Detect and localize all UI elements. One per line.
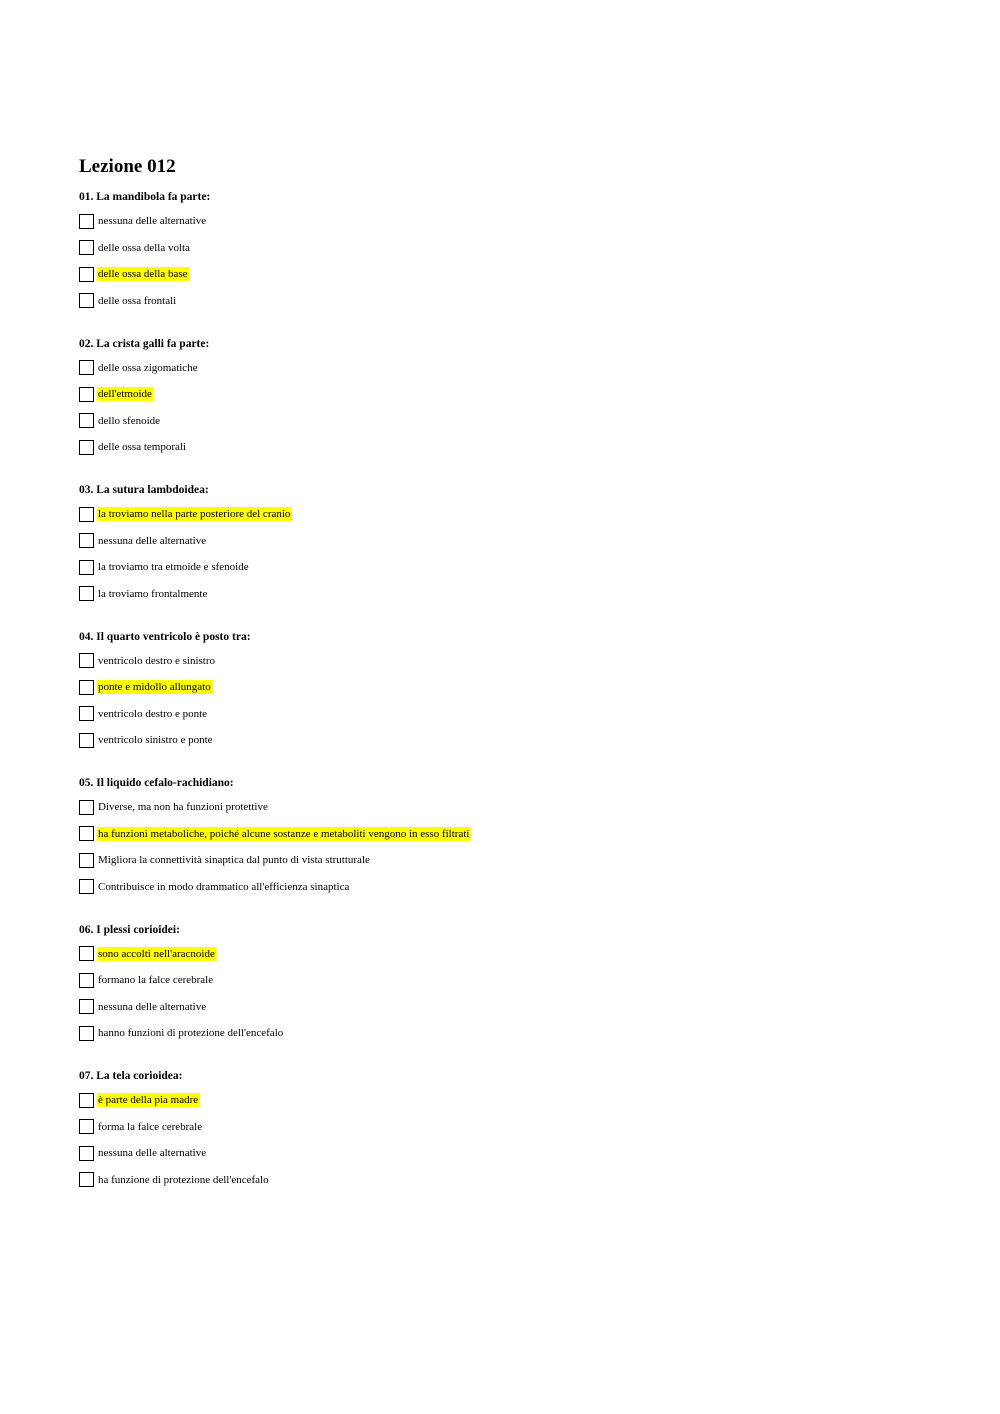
checkbox[interactable] bbox=[79, 413, 94, 428]
option-label: delle ossa temporali bbox=[98, 441, 186, 453]
option-label: delle ossa zigomatiche bbox=[98, 361, 198, 374]
checkbox[interactable] bbox=[79, 826, 94, 841]
checkbox[interactable] bbox=[79, 440, 94, 455]
question-title: 04. Il quarto ventricolo è posto tra: bbox=[79, 630, 251, 643]
answer-option[interactable] bbox=[79, 533, 939, 549]
answer-option[interactable] bbox=[79, 972, 939, 988]
option-label: nessuna delle alternative bbox=[98, 215, 207, 227]
option-label: nessuna delle alternative bbox=[98, 534, 207, 547]
answer-option[interactable] bbox=[79, 413, 939, 429]
answer-option-highlighted[interactable] bbox=[79, 506, 939, 522]
answer-option-highlighted[interactable] bbox=[79, 266, 939, 282]
answer-option[interactable] bbox=[79, 1025, 939, 1041]
question-title: 06. I plessi corioidei: bbox=[79, 923, 180, 936]
question-1 bbox=[79, 189, 939, 309]
answer-option[interactable] bbox=[79, 360, 939, 376]
checkbox[interactable] bbox=[79, 533, 94, 548]
option-label: ventricolo destro e sinistro bbox=[98, 654, 216, 667]
question-3 bbox=[79, 482, 939, 602]
checkbox[interactable] bbox=[79, 360, 94, 375]
answer-option[interactable] bbox=[79, 799, 939, 815]
option-label: la troviamo frontalmente bbox=[98, 587, 208, 600]
answer-option[interactable] bbox=[79, 586, 939, 602]
checkbox[interactable] bbox=[79, 586, 94, 601]
option-label: ha funzione di protezione dell'encefalo bbox=[98, 1173, 269, 1186]
answer-option-highlighted[interactable] bbox=[79, 826, 939, 842]
answer-option[interactable] bbox=[79, 706, 939, 722]
answer-option[interactable] bbox=[79, 213, 939, 229]
checkbox[interactable] bbox=[79, 853, 94, 868]
checkbox[interactable] bbox=[79, 680, 94, 695]
option-label: ventricolo sinistro e ponte bbox=[98, 734, 213, 746]
checkbox[interactable] bbox=[79, 946, 94, 961]
question-title: 02. La crista galli fa parte: bbox=[79, 337, 210, 350]
answer-option-highlighted[interactable] bbox=[79, 1092, 939, 1108]
checkbox[interactable] bbox=[79, 1119, 94, 1134]
question-7 bbox=[79, 1068, 939, 1188]
answer-option[interactable] bbox=[79, 1172, 939, 1188]
answer-option[interactable] bbox=[79, 999, 939, 1015]
option-label: nessuna delle alternative bbox=[98, 1147, 207, 1159]
checkbox[interactable] bbox=[79, 973, 94, 988]
checkbox[interactable] bbox=[79, 507, 94, 522]
checkbox[interactable] bbox=[79, 293, 94, 308]
question-6 bbox=[79, 922, 939, 1042]
option-label: dell'etmoide bbox=[98, 388, 152, 400]
question-title: 03. La sutura lambdoidea: bbox=[79, 484, 209, 496]
option-label: delle ossa frontali bbox=[98, 294, 177, 307]
answer-option[interactable] bbox=[79, 852, 939, 868]
answer-option-highlighted[interactable] bbox=[79, 946, 939, 962]
answer-option-highlighted[interactable] bbox=[79, 679, 939, 695]
checkbox[interactable] bbox=[79, 706, 94, 721]
checkbox[interactable] bbox=[79, 999, 94, 1014]
option-label: la troviamo tra etmoide e sfenoide bbox=[98, 561, 249, 573]
checkbox[interactable] bbox=[79, 1026, 94, 1041]
option-label: Migliora la connettività sinaptica dal punto di vista strutturale bbox=[98, 854, 370, 866]
checkbox[interactable] bbox=[79, 800, 94, 815]
quiz-page bbox=[79, 155, 939, 1198]
question-5 bbox=[79, 775, 939, 895]
option-label: la troviamo nella parte posteriore del cranio bbox=[98, 508, 291, 520]
checkbox[interactable] bbox=[79, 733, 94, 748]
question-title: 05. Il liquido cefalo-rachidiano: bbox=[79, 777, 234, 789]
answer-option[interactable] bbox=[79, 559, 939, 575]
option-label: formano la falce cerebrale bbox=[98, 974, 214, 986]
answer-option[interactable] bbox=[79, 732, 939, 748]
answer-option[interactable] bbox=[79, 293, 939, 309]
checkbox[interactable] bbox=[79, 1146, 94, 1161]
question-title: 01. La mandibola fa parte: bbox=[79, 191, 211, 203]
option-label: ponte e midollo allungato bbox=[98, 681, 211, 693]
question-2 bbox=[79, 336, 939, 456]
answer-option[interactable] bbox=[79, 879, 939, 895]
answer-option[interactable] bbox=[79, 1145, 939, 1161]
option-label: ventricolo destro e ponte bbox=[98, 707, 208, 720]
option-label: Contribuisce in modo drammatico all'efficienza sinaptica bbox=[98, 880, 350, 893]
checkbox[interactable] bbox=[79, 214, 94, 229]
option-label: hanno funzioni di protezione dell'encefalo bbox=[98, 1027, 284, 1039]
answer-option[interactable] bbox=[79, 1119, 939, 1135]
lesson-title: Lezione 012 bbox=[79, 156, 176, 177]
checkbox[interactable] bbox=[79, 653, 94, 668]
question-4 bbox=[79, 629, 939, 749]
answer-option-highlighted[interactable] bbox=[79, 386, 939, 402]
option-label: ha funzioni metaboliche, poiché alcune sostanze e metaboliti vengono in esso filtrati bbox=[98, 827, 470, 840]
option-label: Diverse, ma non ha funzioni protettive bbox=[98, 801, 268, 813]
checkbox[interactable] bbox=[79, 1172, 94, 1187]
checkbox[interactable] bbox=[79, 387, 94, 402]
checkbox[interactable] bbox=[79, 267, 94, 282]
option-label: sono accolti nell'aracnoide bbox=[98, 947, 215, 960]
option-label: delle ossa della base bbox=[98, 268, 188, 280]
option-label: nessuna delle alternative bbox=[98, 1000, 207, 1013]
option-label: è parte della pia madre bbox=[98, 1094, 199, 1106]
answer-option[interactable] bbox=[79, 240, 939, 256]
answer-option[interactable] bbox=[79, 653, 939, 669]
option-label: dello sfenoide bbox=[98, 414, 161, 427]
checkbox[interactable] bbox=[79, 560, 94, 575]
checkbox[interactable] bbox=[79, 1093, 94, 1108]
answer-option[interactable] bbox=[79, 439, 939, 455]
option-label: delle ossa della volta bbox=[98, 241, 190, 254]
question-list bbox=[79, 189, 939, 1188]
checkbox[interactable] bbox=[79, 879, 94, 894]
checkbox[interactable] bbox=[79, 240, 94, 255]
option-label: forma la falce cerebrale bbox=[98, 1120, 203, 1133]
question-title: 07. La tela corioidea: bbox=[79, 1070, 183, 1082]
